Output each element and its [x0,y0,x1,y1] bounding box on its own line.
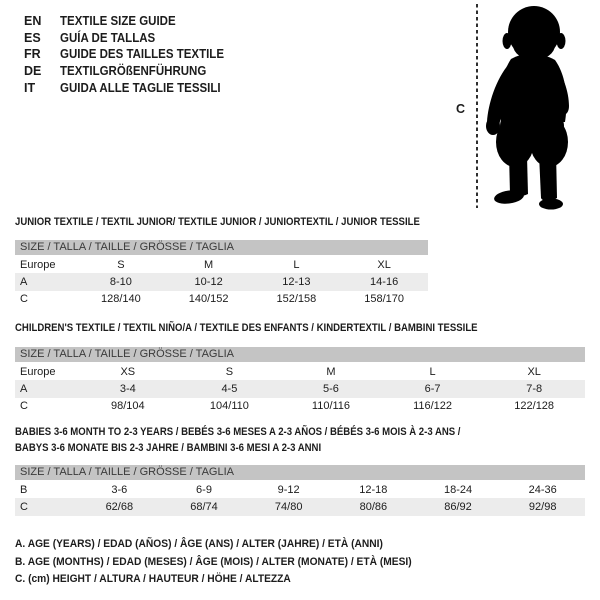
size-header-bar: SIZE / TALLA / TAILLE / GRÖSSE / TAGLIA [15,465,585,480]
size-cell: S [117,258,125,271]
size-table-babies [15,465,585,516]
table-row-c [15,398,585,415]
size-cell: 9-12 [277,483,300,496]
size-cell: 68/74 [190,500,218,513]
size-cell: 6-9 [196,483,212,496]
row-label: C [20,500,28,513]
size-cell: 110/116 [311,400,351,413]
size-table-children [15,347,585,415]
size-cell: 158/170 [364,293,404,306]
language-label: GUÍA DE TALLAS [60,30,156,45]
size-cell: 140/152 [188,293,229,306]
footnote-b: B. AGE (MONTHS) / EDAD (MESES) / ÂGE (MOIS) / ALTER (MONATE) / ETÀ (MESI) [15,555,412,568]
language-row-it [24,79,238,96]
size-cell: 98/104 [110,400,145,413]
table-row-a [15,380,585,397]
row-label: A [20,382,28,395]
row-label: C [20,293,28,306]
size-cell: S [225,365,234,378]
size-cell: 62/68 [105,500,134,513]
size-cell: 92/98 [528,500,557,513]
size-table-junior [15,240,428,308]
size-cell: M [204,258,214,271]
language-code: IT [24,80,36,95]
size-cell: 5-6 [323,382,339,395]
size-header-bar: SIZE / TALLA / TAILLE / GRÖSSE / TAGLIA [15,347,585,362]
language-code: ES [24,30,41,45]
size-cell: XL [527,365,541,378]
size-cell: 12-18 [359,483,388,496]
language-list [24,13,238,96]
baby-silhouette-icon [481,4,581,210]
size-cell: 24-36 [528,483,557,496]
row-label: A [20,275,28,288]
measure-label-c: C [456,102,466,116]
footnotes [15,536,442,589]
size-cell: 8-10 [109,275,132,288]
language-row-fr [24,46,238,63]
size-cell: XL [377,258,391,271]
row-label: B [20,483,28,496]
table-row-c [15,498,585,515]
size-cell: 104/110 [209,400,249,413]
size-cell: 4-5 [221,382,238,395]
table-row-a [15,273,428,290]
section-title-babies-line2: BABYS 3-6 MONATE BIS 2-3 JAHRE / BAMBINI 3-6 MESI A 2-3 ANNI [15,442,322,454]
language-code: FR [24,47,41,62]
footnote-a: A. AGE (YEARS) / EDAD (AÑOS) / ÂGE (ANS) / ALTER (JAHRE) / ETÀ (ANNI) [15,538,383,550]
size-header-bar: SIZE / TALLA / TAILLE / GRÖSSE / TAGLIA [15,240,428,255]
row-label: Europe [20,365,56,378]
language-code: DE [24,64,42,79]
row-label: Europe [20,258,56,271]
table-row-b [15,481,585,498]
language-row-en [24,13,238,30]
size-cell: 10-12 [194,275,223,288]
size-cell: 14-16 [370,275,399,288]
language-label: GUIDE DES TAILLES TEXTILE [60,47,225,62]
language-row-es [24,30,238,47]
language-label: TEXTILGRÖßENFÜHRUNG [60,64,207,79]
size-cell: 7-8 [526,382,543,395]
size-cell: M [326,365,336,378]
size-cell: 12-13 [282,275,311,288]
size-cell: 3-6 [111,483,128,496]
size-cell: 128/140 [100,293,141,306]
size-cell: L [429,365,436,378]
size-cell: 152/158 [276,293,317,306]
language-label: TEXTILE SIZE GUIDE [60,14,176,29]
size-cell: 122/128 [514,400,555,413]
height-measure-line [476,4,478,208]
section-title-children: CHILDREN'S TEXTILE / TEXTIL NIÑO/A / TEXTILE DES ENFANTS / KINDERTEXTIL / BAMBINI TESSILE [15,322,478,334]
section-title-babies-line1: BABIES 3-6 MONTH TO 2-3 YEARS / BEBÉS 3-6 MESES A 2-3 AÑOS / BÉBÉS 3-6 MOIS À 2-3 ANS / [15,426,461,438]
row-label: C [20,400,28,413]
size-cell: 86/92 [444,500,472,513]
size-cell: 80/86 [359,500,388,513]
footnote-c: C. (cm) HEIGHT / ALTURA / HAUTEUR / HÖHE / ALTEZZA [15,573,291,586]
size-cell: XS [120,365,136,378]
table-row-c [15,291,428,308]
size-cell: 3-4 [119,382,136,395]
size-cell: 6-7 [424,382,441,395]
size-cell: 18-24 [443,483,473,496]
size-cell: 74/80 [274,500,303,513]
language-code: EN [24,14,42,29]
table-row-europe [15,363,585,380]
size-cell: L [293,258,300,271]
section-title-junior: JUNIOR TEXTILE / TEXTIL JUNIOR/ TEXTILE JUNIOR / JUNIORTEXTIL / JUNIOR TESSILE [15,216,420,228]
language-row-de [24,63,238,80]
language-label: GUIDA ALLE TAGLIE TESSILI [60,80,221,95]
size-cell: 116/122 [413,400,453,413]
table-row-europe [15,256,428,273]
